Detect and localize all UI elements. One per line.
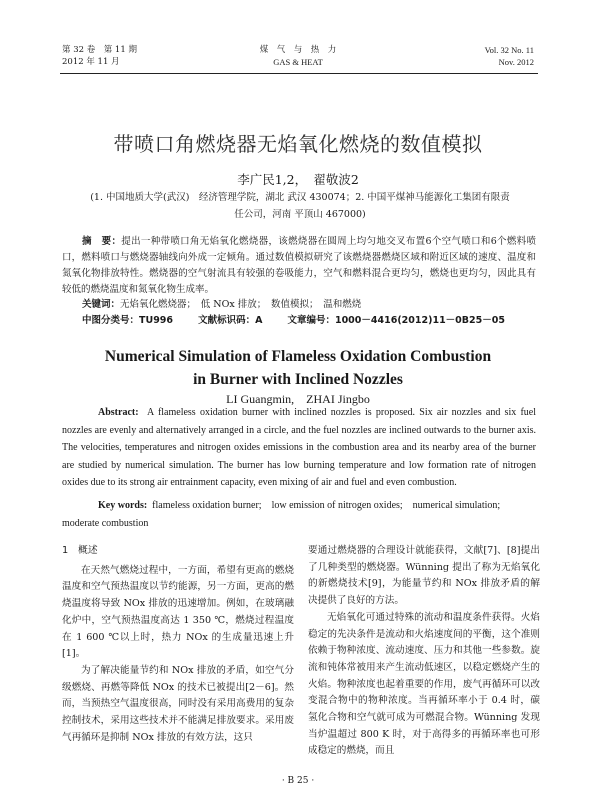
- clc-number: 中图分类号：TU996: [82, 315, 174, 326]
- abstract-label-en: Abstract:: [98, 407, 139, 418]
- article-number: 文章编号：1000－4416(2012)11－0B25－05: [287, 315, 505, 326]
- affiliation-cn: (1. 中国地质大学(武汉) 经济管理学院，湖北 武汉 430074；2. 中国平煤神马能源化工集团有限责任公司，河南 平顶山 467000): [90, 192, 510, 220]
- issue-date-en: Nov. 2012: [498, 57, 534, 67]
- header-rule: [60, 73, 538, 74]
- body-column-left: [62, 543, 294, 746]
- body-paragraph: 要通过燃烧器的合理设计就能获得，文献[7]、[8]提出了几种类型的燃烧器。Wünning 提出了称为无焰氧化的新燃烧技术[9]，为能量节约和 NOx 排放矛盾的解决提供了良好的方法。: [308, 545, 540, 607]
- authors-cn: 李广民1,2， 翟敬波2: [237, 172, 359, 187]
- keywords-en: [62, 497, 536, 532]
- keywords-cn: [82, 297, 536, 313]
- body-paragraph: 为了解决能量节约和 NOx 排放的矛盾，如空气分级燃烧、再燃等降低 NOx 的技术已被提出[2－6]。然而，当预热空气温度很高，同时没有采用高费用的复杂控制技术，采用这些技术并不能满足排放要求。采用废气再循环是抑制 NOx 排放的有效方法，这只: [62, 664, 294, 743]
- keywords-label-cn: 关键词：: [82, 299, 121, 310]
- body-paragraph: 在天然气燃烧过程中，一方面，希望有更高的燃烧温度和空气预热温度以节约能源，另一方面，更高的燃烧温度将导致 NOx 排放的迅速增加。例如，在玻璃融化炉中，空气预热温度高达 1 350 ℃，燃烧过程温度在 1 600 ℃以上时，热力 NOx 的生成量迅速上升[1]。: [62, 564, 294, 660]
- issue-date: 2012 年 11 月: [62, 57, 120, 67]
- paper-title-en: [0, 345, 596, 391]
- abstract-label-cn: 摘 要：: [82, 236, 122, 247]
- paper-title-cn: 带喷口角燃烧器无焰氧化燃烧的数值模拟: [113, 132, 483, 156]
- document-code: 文献标识码：A: [198, 315, 263, 326]
- keywords-text-en: flameless oxidation burner; low emission of nitrogen oxides; numerical simulation; moderate combustion: [62, 500, 511, 529]
- abstract-text-en: A flameless oxidation burner with inclined nozzles is proposed. Six air nozzles and six fuel nozzles are evenly and alternatively arranged in a circle, and the fuel nozzles are inclined outwards to the burner axis. The velocities, temperatures and nitrogen oxides emissions in the combustion area and its nearby area of the burner are studied by numerical simulation. The burner has low burning temperature and low formation rate of nitrogen oxides due to its strong air entrainment capacity, even mixing of air and fuel and even combustion.: [62, 407, 537, 489]
- body-column-right: [308, 543, 540, 760]
- keywords-label-en: Key words:: [98, 500, 148, 511]
- journal-name-cn: 煤 气 与 热 力: [259, 45, 337, 55]
- page-number: · B 25 ·: [281, 776, 315, 786]
- classification-line: [82, 313, 536, 329]
- abstract-en: [62, 404, 536, 492]
- keywords-text-cn: 无焰氧化燃烧器； 低 NOx 排放； 数值模拟； 温和燃烧: [120, 299, 362, 310]
- journal-name-en: GAS & HEAT: [273, 57, 323, 67]
- abstract-cn: [62, 234, 536, 298]
- abstract-text-cn: 提出一种带喷口角无焰氧化燃烧器，该燃烧器在圆周上均匀地交叉布置6个空气喷口和6个燃料喷口，燃料喷口与燃烧器轴线向外成一定倾角。通过数值模拟研究了该燃烧器燃烧区域和附近区域的速度、温度和氮氧化物排放特性。燃烧器的空气射流具有较强的卷吸能力，空气和燃料混合更均匀，燃烧也更均匀，因此具有较低的燃烧温度和氮氧化物生成率。: [62, 236, 536, 295]
- title-en-line2: in Burner with Inclined Nozzles: [193, 371, 403, 388]
- body-paragraph: 无焰氧化可通过特殊的流动和温度条件获得。火焰稳定的先决条件是流动和火焰速度间的平衡，这个准则依赖于物种浓度、流动速度、压力和其他一些参数。旋流和钝体常被用来产生流动低速区，以稳定燃烧产生的火焰。物种浓度也起着重要的作用，废气再循环可以改变混合物中的物种浓度。当再循环率小于 0.4 时，碳氢化合物和空气就可成为可燃混合物。Wünning 发现当炉温超过 800 K 时，对于高得多的再循环率也可形成稳定的燃烧，而且: [308, 611, 540, 757]
- volume-issue-en: Vol. 32 No. 11: [484, 45, 534, 55]
- authors-en: LI Guangmin, ZHAI Jingbo: [226, 392, 370, 406]
- section-heading: 1 概述: [62, 545, 98, 556]
- journal-issue-info-en: [485, 44, 534, 68]
- volume-issue: 第 32 卷 第 11 期: [62, 45, 137, 55]
- title-en-line1: Numerical Simulation of Flameless Oxidation Combustion: [104, 348, 492, 365]
